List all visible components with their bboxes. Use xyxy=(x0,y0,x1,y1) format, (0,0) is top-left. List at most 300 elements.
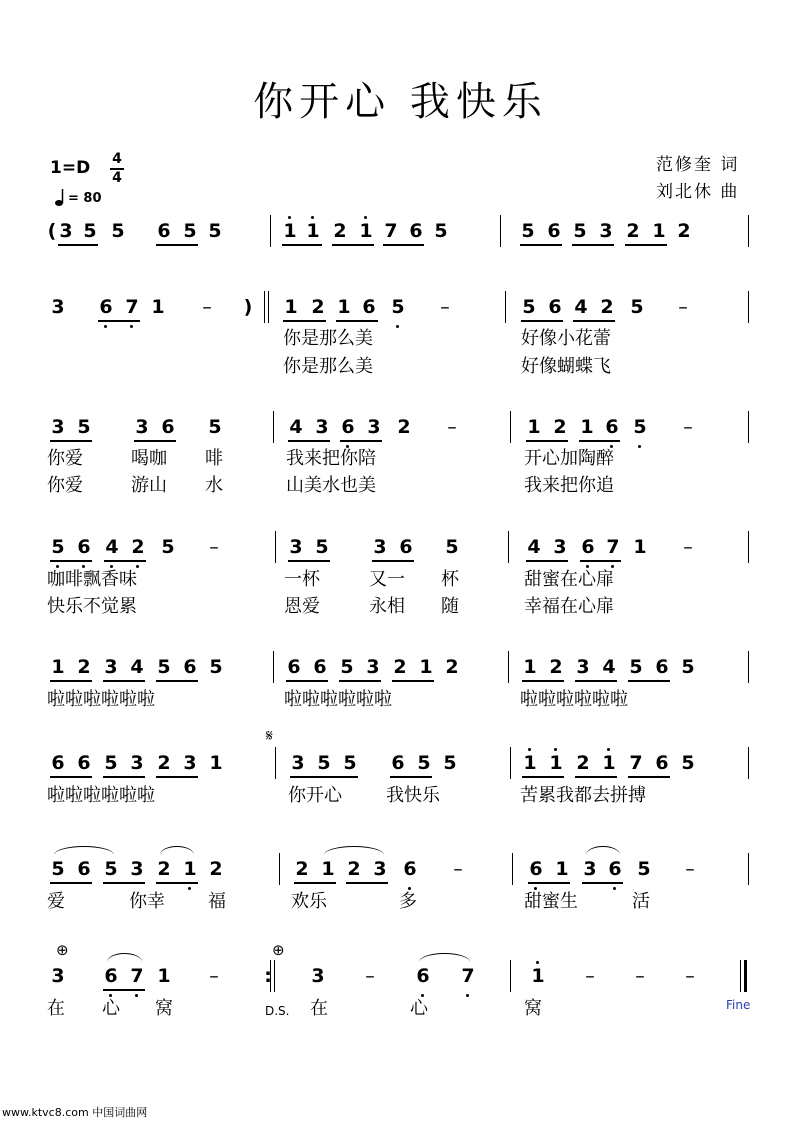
note: 1 xyxy=(531,965,545,987)
note-dash: – xyxy=(683,536,693,558)
note: 1 xyxy=(555,858,569,880)
note: 1 xyxy=(633,536,647,558)
barline xyxy=(273,651,274,683)
underline-beam xyxy=(288,560,330,562)
lyric: 苦累我都去拼搏 xyxy=(520,785,646,806)
underline-beam xyxy=(134,440,176,442)
time-bottom: 4 xyxy=(112,170,122,186)
lyric: 你是那么美 xyxy=(283,356,373,377)
octave-dot-low xyxy=(188,887,191,890)
note: 1 xyxy=(359,220,373,242)
lyric: 快乐不觉累 xyxy=(47,596,137,617)
underline-beam xyxy=(522,776,564,778)
note: 6 xyxy=(77,752,91,774)
note: 5 xyxy=(629,656,643,678)
underline-beam xyxy=(156,776,198,778)
lyric: 啦啦啦啦啦啦 xyxy=(520,689,628,710)
octave-dot-low xyxy=(613,887,616,890)
note: 1 xyxy=(419,656,433,678)
note: 6 xyxy=(104,965,118,987)
note-dash: – xyxy=(683,416,693,438)
note-dash: – xyxy=(202,296,212,318)
note: 5 xyxy=(208,220,222,242)
lyric: 啦啦啦啦啦啦 xyxy=(47,689,155,710)
barline xyxy=(268,291,269,323)
underline-beam xyxy=(528,882,570,884)
underline-beam xyxy=(282,244,322,246)
underline-beam xyxy=(156,680,198,682)
note: 2 xyxy=(397,416,411,438)
barline xyxy=(748,747,749,779)
lyric: 啦啦啦啦啦啦 xyxy=(47,785,155,806)
note: 5 xyxy=(317,752,331,774)
note: 6 xyxy=(409,220,423,242)
lyric: 你开心 xyxy=(288,785,342,806)
barline xyxy=(279,853,280,885)
note: 5 xyxy=(434,220,448,242)
note: 6 xyxy=(183,656,197,678)
note: 6 xyxy=(529,858,543,880)
lyric: 欢乐 xyxy=(291,891,327,912)
lyric: 在 xyxy=(310,998,328,1019)
slur xyxy=(324,846,384,855)
note: 5 xyxy=(77,416,91,438)
note-dash: – xyxy=(209,965,219,987)
note: 6 xyxy=(399,536,413,558)
note: 6 xyxy=(362,296,376,318)
barline xyxy=(748,411,749,443)
slur xyxy=(54,846,114,855)
note: 2 xyxy=(445,656,459,678)
note: 6 xyxy=(547,220,561,242)
note: 6 xyxy=(99,296,113,318)
note: 6 xyxy=(77,858,91,880)
underline-beam xyxy=(156,244,198,246)
lyric: 一杯 xyxy=(284,569,320,590)
note: 1 xyxy=(284,296,298,318)
note: 3 xyxy=(311,965,325,987)
underline-beam xyxy=(390,776,432,778)
note: 6 xyxy=(608,858,622,880)
underline-beam xyxy=(346,882,388,884)
octave-dot-high xyxy=(311,216,314,219)
underline-beam xyxy=(294,882,336,884)
note: 1 xyxy=(580,416,594,438)
lyric: 好像小花蕾 xyxy=(521,328,611,349)
note: 3 xyxy=(291,752,305,774)
underline-beam xyxy=(628,776,670,778)
lyric: 恩爱 xyxy=(284,596,320,617)
lyric: 在 xyxy=(47,998,65,1019)
note: 5 xyxy=(681,656,695,678)
note: 1 xyxy=(306,220,320,242)
note: 4 xyxy=(105,536,119,558)
note: 5 xyxy=(681,752,695,774)
underline-beam xyxy=(582,882,623,884)
octave-dot-high xyxy=(288,216,291,219)
octave-dot-low xyxy=(466,994,469,997)
underline-beam xyxy=(628,680,670,682)
note: 6 xyxy=(313,656,327,678)
time-top: 4 xyxy=(112,151,122,167)
note: 2 xyxy=(295,858,309,880)
barline xyxy=(500,215,501,247)
lyric: 山美水也美 xyxy=(286,475,376,496)
lyric: 幸福在心扉 xyxy=(524,596,614,617)
note: 6 xyxy=(403,858,417,880)
lyric: 水 xyxy=(205,475,223,496)
barline xyxy=(508,531,509,563)
lyric: 爱 xyxy=(47,891,65,912)
underline-beam xyxy=(290,776,358,778)
underline-beam xyxy=(50,882,92,884)
barline xyxy=(510,747,511,779)
note: 4 xyxy=(289,416,303,438)
note: 3 xyxy=(130,752,144,774)
note: 5 xyxy=(104,752,118,774)
note: 6 xyxy=(391,752,405,774)
barline xyxy=(508,651,509,683)
note: 1 xyxy=(283,220,297,242)
lyric: 你幸 xyxy=(129,891,165,912)
octave-dot-low xyxy=(135,994,138,997)
note: 5 xyxy=(391,296,405,318)
note: 5 xyxy=(104,858,118,880)
note: 1 xyxy=(523,752,537,774)
note: 5 xyxy=(445,536,459,558)
note: 5 xyxy=(111,220,125,242)
lyric: 我来把你陪 xyxy=(286,448,376,469)
note: 3 xyxy=(366,656,380,678)
underline-beam xyxy=(50,560,92,562)
underline-beam xyxy=(339,680,381,682)
underline-beam xyxy=(340,440,382,442)
note: 6 xyxy=(548,296,562,318)
lyric: 杯 xyxy=(441,569,459,590)
repeat-dots: : xyxy=(264,965,272,987)
octave-dot-high xyxy=(607,748,610,751)
paren-open: ( xyxy=(47,220,57,242)
lyricist: 范修奎 词 xyxy=(656,155,740,175)
lyric: 开心加陶醉 xyxy=(524,448,614,469)
underline-beam xyxy=(520,244,562,246)
underline-beam xyxy=(98,320,140,322)
note: 5 xyxy=(209,656,223,678)
note: 6 xyxy=(341,416,355,438)
note: 5 xyxy=(83,220,97,242)
note: 2 xyxy=(677,220,691,242)
note: 3 xyxy=(130,858,144,880)
underline-beam xyxy=(50,776,92,778)
note-dash: – xyxy=(447,416,457,438)
octave-dot-low xyxy=(396,325,399,328)
note: 3 xyxy=(583,858,597,880)
note-dash: – xyxy=(365,965,375,987)
underline-beam xyxy=(575,776,617,778)
barline xyxy=(505,291,506,323)
note: 5 xyxy=(208,416,222,438)
lyric: 咖啡飘香味 xyxy=(47,569,137,590)
note: 3 xyxy=(367,416,381,438)
key-signature: 1=D xyxy=(50,158,91,178)
note: 6 xyxy=(655,752,669,774)
octave-dot-low xyxy=(104,325,107,328)
note: 6 xyxy=(157,220,171,242)
note: 1 xyxy=(549,752,563,774)
note: 2 xyxy=(311,296,325,318)
lyric: 活 xyxy=(632,891,650,912)
note: 5 xyxy=(521,220,535,242)
lyric: 我快乐 xyxy=(386,785,440,806)
note: 7 xyxy=(606,536,620,558)
barline xyxy=(270,215,271,247)
underline-beam xyxy=(372,560,414,562)
slur xyxy=(586,846,620,855)
coda-icon: ⊕ xyxy=(272,941,285,959)
note: 4 xyxy=(602,656,616,678)
note-dash: – xyxy=(453,858,463,880)
note: 3 xyxy=(104,656,118,678)
note: 1 xyxy=(527,416,541,438)
note: 3 xyxy=(59,220,73,242)
lyric: 永相 xyxy=(369,596,405,617)
underline-beam xyxy=(103,680,145,682)
note: 3 xyxy=(51,965,65,987)
underline-beam xyxy=(50,680,92,682)
note: 2 xyxy=(600,296,614,318)
underline-beam xyxy=(103,776,145,778)
note: 4 xyxy=(130,656,144,678)
slur xyxy=(419,953,470,962)
underline-beam xyxy=(283,320,326,322)
slur xyxy=(160,846,194,855)
note: 3 xyxy=(576,656,590,678)
octave-dot-high xyxy=(364,216,367,219)
lyric: 窝 xyxy=(524,998,542,1019)
note: 7 xyxy=(629,752,643,774)
barline xyxy=(510,960,511,992)
lyric: 你爱 xyxy=(47,475,83,496)
note: 5 xyxy=(51,858,65,880)
note: 5 xyxy=(522,296,536,318)
fine-mark: Fine xyxy=(726,998,751,1012)
note: 3 xyxy=(51,416,65,438)
note: 6 xyxy=(287,656,301,678)
note: 3 xyxy=(373,858,387,880)
note: 5 xyxy=(443,752,457,774)
lyric: 心 xyxy=(410,998,428,1019)
note: 5 xyxy=(573,220,587,242)
barline xyxy=(273,411,274,443)
note: 1 xyxy=(51,656,65,678)
lyric: 你爱 xyxy=(47,448,83,469)
note: 5 xyxy=(183,220,197,242)
note: 3 xyxy=(373,536,387,558)
underline-beam xyxy=(104,560,146,562)
lyric: 你是那么美 xyxy=(283,328,373,349)
coda-icon: ⊕ xyxy=(56,941,69,959)
underline-beam xyxy=(103,989,145,991)
note: 5 xyxy=(633,416,647,438)
underline-beam xyxy=(288,440,330,442)
note: 5 xyxy=(340,656,354,678)
underline-beam xyxy=(383,244,424,246)
note: 6 xyxy=(605,416,619,438)
lyric: 甜蜜在心扉 xyxy=(524,569,614,590)
lyric: 好像蝴蝶飞 xyxy=(521,356,611,377)
note: 7 xyxy=(130,965,144,987)
note: 2 xyxy=(131,536,145,558)
underline-beam xyxy=(156,882,198,884)
note: 3 xyxy=(315,416,329,438)
lyric: 随 xyxy=(441,596,459,617)
note: 2 xyxy=(157,858,171,880)
barline xyxy=(274,960,275,992)
octave-dot-high xyxy=(554,748,557,751)
barline xyxy=(275,747,276,779)
note: 7 xyxy=(125,296,139,318)
note-dash: – xyxy=(440,296,450,318)
note: 3 xyxy=(183,752,197,774)
note: 5 xyxy=(630,296,644,318)
note-dash: – xyxy=(685,965,695,987)
underline-beam xyxy=(332,244,374,246)
note: 4 xyxy=(527,536,541,558)
note: 1 xyxy=(602,752,616,774)
underline-beam xyxy=(526,440,568,442)
note: 1 xyxy=(183,858,197,880)
lyric: 心 xyxy=(102,998,120,1019)
underline-beam xyxy=(572,244,614,246)
note: 5 xyxy=(51,536,65,558)
note: 4 xyxy=(574,296,588,318)
note: 2 xyxy=(347,858,361,880)
ds-mark: D.S. xyxy=(265,1004,290,1018)
note: 6 xyxy=(161,416,175,438)
underline-beam xyxy=(392,680,434,682)
note: 6 xyxy=(77,536,91,558)
slur xyxy=(107,953,142,962)
lyric: 又一 xyxy=(369,569,405,590)
barline xyxy=(748,651,749,683)
note: 2 xyxy=(626,220,640,242)
note: 6 xyxy=(416,965,430,987)
note: 5 xyxy=(637,858,651,880)
note: 5 xyxy=(315,536,329,558)
note: 1 xyxy=(209,752,223,774)
note: 7 xyxy=(461,965,475,987)
note: 2 xyxy=(333,220,347,242)
octave-dot-low xyxy=(130,325,133,328)
octave-dot-high xyxy=(528,748,531,751)
barline xyxy=(512,853,513,885)
note: 3 xyxy=(599,220,613,242)
final-barline xyxy=(744,960,747,992)
note: 3 xyxy=(553,536,567,558)
note: 2 xyxy=(576,752,590,774)
note-dash: – xyxy=(209,536,219,558)
note: 6 xyxy=(51,752,65,774)
barline xyxy=(748,531,749,563)
underline-beam xyxy=(526,560,568,562)
barline xyxy=(748,853,749,885)
note-dash: – xyxy=(685,858,695,880)
note-dash: – xyxy=(585,965,595,987)
underline-beam xyxy=(522,680,564,682)
note: 3 xyxy=(289,536,303,558)
note: 7 xyxy=(384,220,398,242)
underline-beam xyxy=(58,244,98,246)
note: 3 xyxy=(135,416,149,438)
underline-beam xyxy=(103,882,145,884)
barline xyxy=(275,531,276,563)
note: 1 xyxy=(523,656,537,678)
note: 1 xyxy=(321,858,335,880)
note: 3 xyxy=(51,296,65,318)
lyric: 甜蜜生 xyxy=(524,891,578,912)
lyric: 喝咖 xyxy=(131,448,167,469)
note: 1 xyxy=(337,296,351,318)
barline xyxy=(270,960,271,992)
underline-beam xyxy=(580,560,621,562)
underline-beam xyxy=(521,320,563,322)
lyric: 窝 xyxy=(155,998,173,1019)
lyric: 啦啦啦啦啦啦 xyxy=(284,689,392,710)
note: 1 xyxy=(157,965,171,987)
note: 1 xyxy=(652,220,666,242)
underline-beam xyxy=(573,320,615,322)
barline xyxy=(510,411,511,443)
note: 2 xyxy=(553,416,567,438)
barline xyxy=(748,291,749,323)
lyric: 福 xyxy=(208,891,226,912)
composer: 刘北休 曲 xyxy=(656,182,740,202)
note-dash: – xyxy=(678,296,688,318)
underline-beam xyxy=(286,680,328,682)
note: 5 xyxy=(157,656,171,678)
footer-watermark: www.ktvc8.com 中国词曲网 xyxy=(2,1106,148,1119)
note: 2 xyxy=(77,656,91,678)
note: 1 xyxy=(151,296,165,318)
lyric: 啡 xyxy=(205,448,223,469)
note: 2 xyxy=(209,858,223,880)
barline xyxy=(740,960,741,992)
note: 5 xyxy=(343,752,357,774)
underline-beam xyxy=(575,680,617,682)
lyric: 游山 xyxy=(131,475,167,496)
tempo-value: = 80 xyxy=(68,191,102,206)
time-signature xyxy=(110,152,124,186)
underline-beam xyxy=(579,440,620,442)
octave-dot-high xyxy=(536,961,539,964)
barline xyxy=(748,215,749,247)
note: 6 xyxy=(581,536,595,558)
lyric: 我来把你追 xyxy=(524,475,614,496)
underline-beam xyxy=(50,440,92,442)
note: 5 xyxy=(417,752,431,774)
note: 2 xyxy=(157,752,171,774)
lyric: 多 xyxy=(399,891,417,912)
underline-beam xyxy=(625,244,667,246)
note: 6 xyxy=(655,656,669,678)
note: 2 xyxy=(549,656,563,678)
paren-close: ) xyxy=(243,296,253,318)
note-dash: – xyxy=(635,965,645,987)
octave-dot-low xyxy=(638,445,641,448)
barline xyxy=(264,291,265,323)
song-title: 你开心 我快乐 xyxy=(253,79,548,125)
segno-icon: 𝄋 xyxy=(266,726,273,745)
